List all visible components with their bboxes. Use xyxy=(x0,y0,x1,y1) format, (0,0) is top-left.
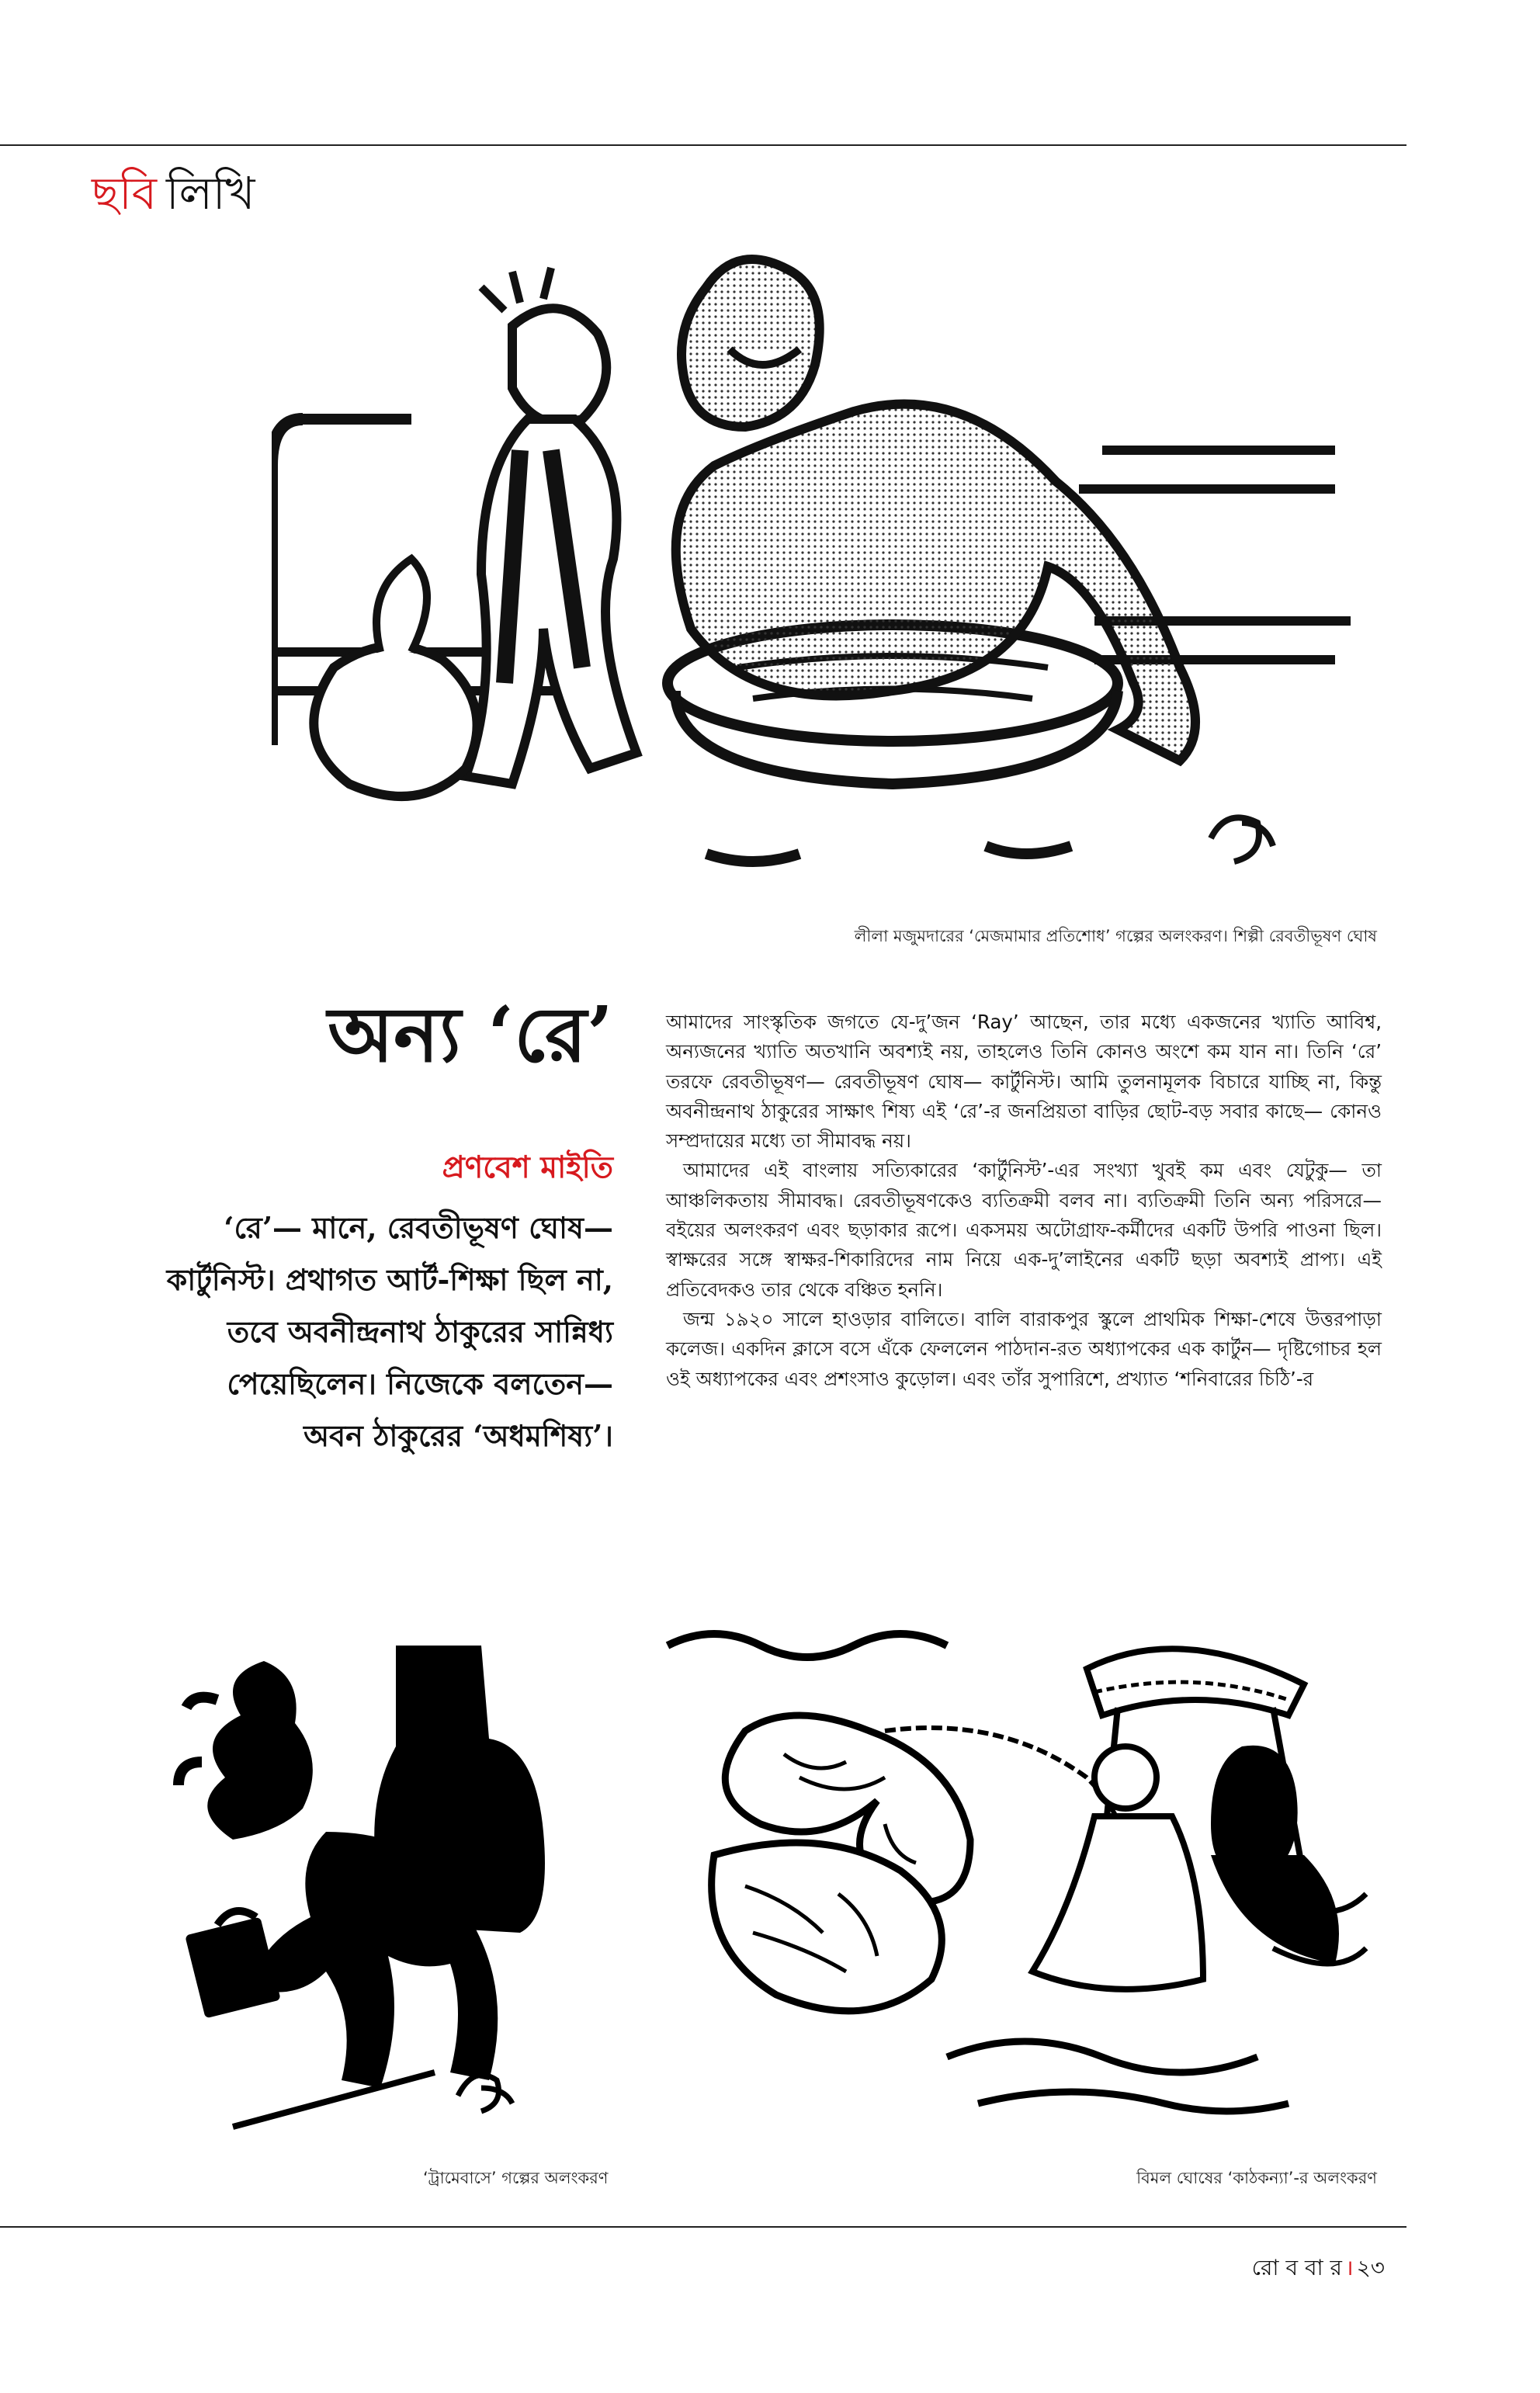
cartoon-illustration-icon-svg xyxy=(272,233,1374,908)
byline: প্রণবেশ মাইতি xyxy=(442,1150,613,1185)
article-paragraph: আমাদের এই বাংলায় সত্যিকারের ‘কার্টুনিস্ট’-এর সংখ্যা খুবই কম এবং যেটুকু— তা আঞ্চলিকতায় সীমাবদ্ধ। রেবতীভূষণকেও ব্যতিক্রমী বলব না। ব্যতিক্রমী তিনি অন্য পরিসরে— বইয়ের অলংকরণ এবং ছড়াকার রূপে। একসময় অটোগ্রাফ-কর্মীদের একটি উপরি পাওনা ছিল। স্বাক্ষরের সঙ্গে স্বাক্ষর-শিকারিদের নাম নিয়ে এক-দু’লাইনের একটি ছড়া অবশ্যই প্রাপ্য। এই প্রতিবেদকও তার থেকে বঞ্চিত হননি। xyxy=(666,1159,1382,1301)
section-title xyxy=(92,159,255,234)
folio-separator: । xyxy=(1344,2255,1354,2280)
cartoon-illustration-icon xyxy=(272,233,1374,908)
standfirst: ‘রে’— মানে, রেবতীভূষণ ঘোষ— কার্টুনিস্ট। প্রথাগত আর্ট-শিক্ষা ছিল না, তবে অবনীন্দ্রনাথ ঠাকুরের সান্নিধ্য পেয়েছিলেন। নিজেকে বলতেন— অবন ঠাকুরের ‘অধমশিষ্য’। xyxy=(166,1210,613,1453)
top-figure-caption: লীলা মজুমদারের ‘মেজমামার প্রতিশোধ’ গল্পের অলংকরণ। শিল্পী রেবতীভূষণ ঘোষ xyxy=(854,927,1377,945)
magazine-name: রো ব বা র xyxy=(1251,2255,1342,2280)
article-paragraph: জন্ম ১৯২০ সালে হাওড়ার বালিতে। বালি বারাকপুর স্কুলে প্রাথমিক শিক্ষা-শেষে উত্তরপাড়া কলেজ। একদিন ক্লাসে বসে এঁকে ফেললেন পাঠদান-রত অধ্যাপকের এক কার্টুন— দৃষ্টিগোচর হল ওই অধ্যাপকের এবং প্রশংসাও কুড়োল। এবং তাঁর সুপারিশে, প্রখ্যাত ‘শনিবারের চিঠি’-র xyxy=(666,1307,1382,1390)
bottom-left-caption: ‘ট্রামেবাসে’ গল্পের অলংকরণ xyxy=(423,2169,609,2187)
page-folio xyxy=(1252,2251,1385,2287)
article-body xyxy=(666,1007,1382,1394)
section-title-black: লিখি xyxy=(166,167,255,220)
bottom-right-caption: বিমল ঘোষের ‘কাঠকন্যা’-র অলংকরণ xyxy=(1136,2169,1377,2187)
bottom-rule xyxy=(0,2226,1406,2228)
silhouette-illustration-icon-svg xyxy=(171,1630,605,2158)
page-number: ২৩ xyxy=(1356,2255,1385,2280)
article-paragraph: আমাদের সাংস্কৃতিক জগতে যে-দু’জন ‘Ray’ আছেন, তার মধ্যে একজনের খ্যাতি আবিশ্ব, অন্যজনের খ্যাতি অতখানি অবশ্যই নয়, তাহলেও তিনি কোনও অংশে কম যান না। তিনি ‘রে’ তরফে রেবতীভূষণ— রেবতীভূষণ ঘোষ— কার্টুনিস্ট। আমি তুলনামূলক বিচারে যাচ্ছি না, কিন্তু অবনীন্দ্রনাথ ঠাকুরের সাক্ষাৎ শিষ্য এই ‘রে’-র জনপ্রিয়তা বাড়ির ছোট-বড় সবার কাছে— কোনও সম্প্রদায়ের মধ্যে তা সীমাবদ্ধ নয়। xyxy=(666,1011,1382,1153)
section-title-red: ছবি xyxy=(92,167,158,220)
silhouette-illustration-icon xyxy=(171,1630,605,2158)
top-rule xyxy=(0,144,1406,146)
headline: অন্য ‘রে’ xyxy=(328,990,613,1080)
butterfly-illustration-icon xyxy=(652,1622,1382,2166)
butterfly-illustration-icon-svg xyxy=(652,1622,1382,2166)
